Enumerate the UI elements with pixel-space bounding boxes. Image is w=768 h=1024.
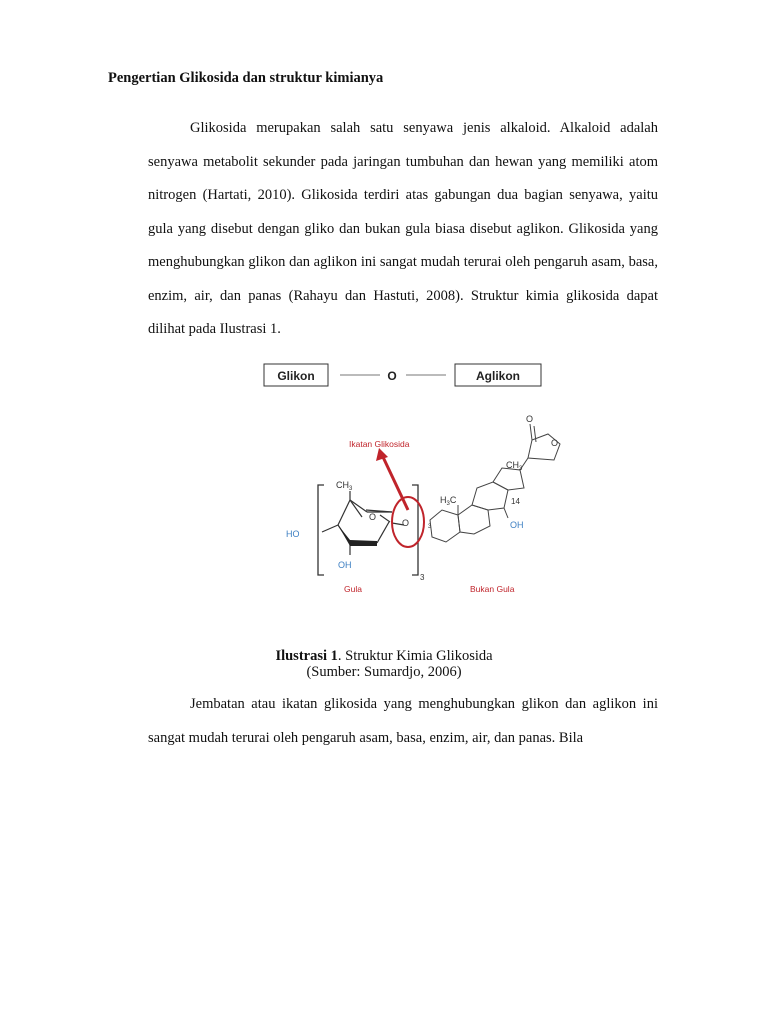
gula-label: Gula [344, 584, 362, 594]
paragraph-intro: Glikosida merupakan salah satu senyawa jenis alkaloid. Alkaloid adalah senyawa metabolit sekunder pada jaringan tumbuhan dan hewan yang memiliki atom nitrogen (Hartati, 2010). Glikosida terdiri atas gabungan dua bagian senyawa, yaitu gula yang disebut dengan gliko dan bukan gula biasa disebut aglikon. Glikosida yang menghubungkan glikon dan aglikon ini sangat mudah terurai oleh pengaruh asam, basa, enzim, air, dan panas (Rahayu dan Hastuti, 2008). Struktur kimia glikosida dapat dilihat pada Ilustrasi 1. [148, 120, 658, 337]
scheme-oxygen: O [387, 369, 397, 383]
paragraph-continuation: Jembatan atau ikatan glikosida yang menghubungkan glikon dan aglikon ini sangat mudah terurai oleh pengaruh asam, basa, enzim, air, dan panas. Bila [148, 696, 658, 746]
lactone-carbonyl-o: O [526, 414, 534, 424]
h3c-label: $H_3C$ [440, 495, 457, 507]
aglikon-label: Aglikon [476, 369, 520, 383]
ho-label: HO [286, 529, 300, 539]
glikon-label: Glikon [277, 369, 315, 383]
ring-oxygen: O [369, 512, 377, 522]
bridge-oxygen: O [402, 518, 410, 528]
lactone-ring-o: O [551, 438, 559, 448]
sugar-oh: OH [338, 560, 352, 570]
steroid-ch3: $CH_3$ [506, 460, 523, 472]
section-heading: Pengertian Glikosida dan struktur kimianya [108, 70, 384, 86]
bridge-subscript: 3 [428, 524, 432, 530]
carbon-14-label: 14 [511, 497, 520, 506]
sugar-wedge [338, 525, 377, 546]
steroid-oh: OH [510, 520, 524, 530]
glycoside-structure-diagram [262, 360, 562, 605]
glycoside-figure [262, 360, 562, 610]
bond-label: Ikatan Glikosida [349, 439, 410, 449]
bukan-gula-label: Bukan Gula [470, 584, 515, 594]
caption-text: . Struktur Kimia Glikosida [337, 648, 493, 664]
caption-label: Ilustrasi 1 [275, 648, 338, 664]
bracket-subscript: 3 [420, 573, 425, 582]
figure-source: (Sumber: Sumardjo, 2006) [306, 664, 462, 680]
bracket-left [318, 485, 324, 575]
sugar-ch3: $CH_3$ [336, 480, 353, 492]
figure-caption [0, 648, 768, 665]
steroid-rings [430, 424, 560, 542]
bond-arrow [383, 457, 408, 510]
bond-arrowhead [376, 448, 388, 461]
